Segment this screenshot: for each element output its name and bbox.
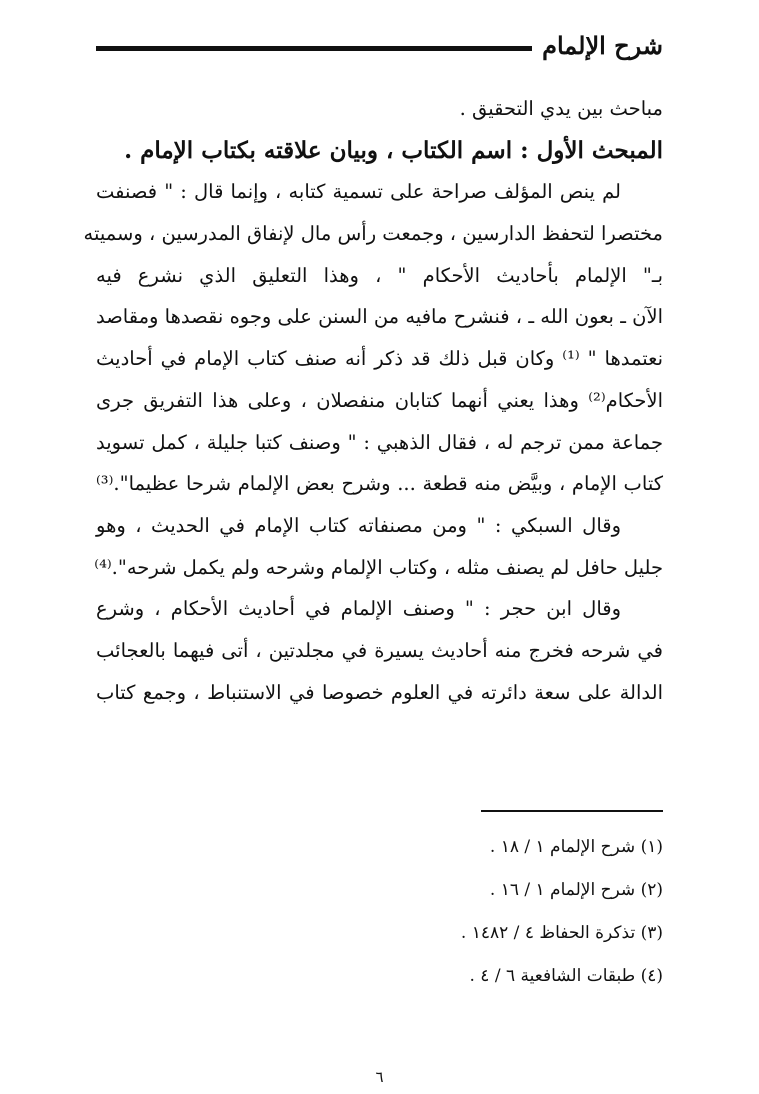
paragraph-line: جماعة ممن ترجم له ، فقال الذهبي : " وصنف كتبا جليلة ، كمل تسويد	[96, 430, 663, 454]
footnotes	[96, 826, 663, 998]
paragraph-line: الدالة على سعة دائرته في العلوم خصوصا في الاستنباط ، وجمع كتاب	[96, 680, 663, 704]
intro-line: مباحث بين يدي التحقيق .	[459, 97, 663, 120]
header-rule	[96, 46, 532, 51]
running-header	[96, 28, 663, 64]
paragraph-line: الآن ـ بعون الله ـ ، فنشرح مافيه من السنن على وجوه نقصدها ومقاصد	[96, 305, 663, 329]
footnote: (٤) طبقات الشافعية ٦ / ٤ .	[469, 966, 663, 986]
paragraph-line: في شرحه فخرج منه أحاديث يسيرة في مجلدتين ، أتى فيهما بالعجائب	[96, 638, 663, 662]
paragraph-line: بـ" الإلمام بأحاديث الأحكام " ، وهذا التعليق الذي نشرع فيه	[96, 263, 663, 287]
footnote-rule	[481, 810, 663, 812]
paragraph-line: لم ينص المؤلف صراحة على تسمية كتابه ، وإنما قال : " فصنفت	[96, 180, 621, 204]
footnote: (٢) شرح الإلمام ١ / ١٦ .	[489, 880, 663, 900]
paragraph-line: وقال السبكي : " ومن مصنفاته كتاب الإمام في الحديث ، وهو	[96, 513, 621, 537]
paragraph-line: وقال ابن حجر : " وصنف الإلمام في أحاديث الأحكام ، وشرع	[96, 597, 621, 621]
paragraph-line: نعتمدها " ⁽¹⁾ وكان قبل ذلك قد ذكر أنه صنف كتاب الإمام في أحاديث	[96, 347, 664, 371]
paragraph-line: مختصرا لتحفظ الدارسين ، وجمعت رأس مال لإنفاق المدرسين ، وسميته	[83, 222, 663, 246]
paragraph-line: الأحكام⁽²⁾ وهذا يعني أنهما كتابان منفصلان ، وعلى هذا التفريق جرى	[96, 388, 663, 412]
body-text	[83, 88, 664, 713]
running-title: شرح الإلمام	[542, 31, 663, 60]
page-number: ٦	[375, 1068, 384, 1086]
footnote: (١) شرح الإلمام ١ / ١٨ .	[489, 837, 663, 857]
section-heading: المبحث الأول : اسم الكتاب ، وبيان علاقته بكتاب الإمام .	[124, 136, 663, 164]
footnote: (٣) تذكرة الحفاظ ٤ / ١٤٨٢ .	[460, 923, 663, 943]
paragraph-line: جليل حافل لم يصنف مثله ، وكتاب الإلمام وشرحه ولم يكمل شرحه".⁽⁴⁾	[94, 555, 663, 579]
paragraph-line: كتاب الإمام ، وبيَّض منه قطعة ... وشرح بعض الإلمام شرحا عظيما".⁽³⁾	[96, 472, 663, 496]
